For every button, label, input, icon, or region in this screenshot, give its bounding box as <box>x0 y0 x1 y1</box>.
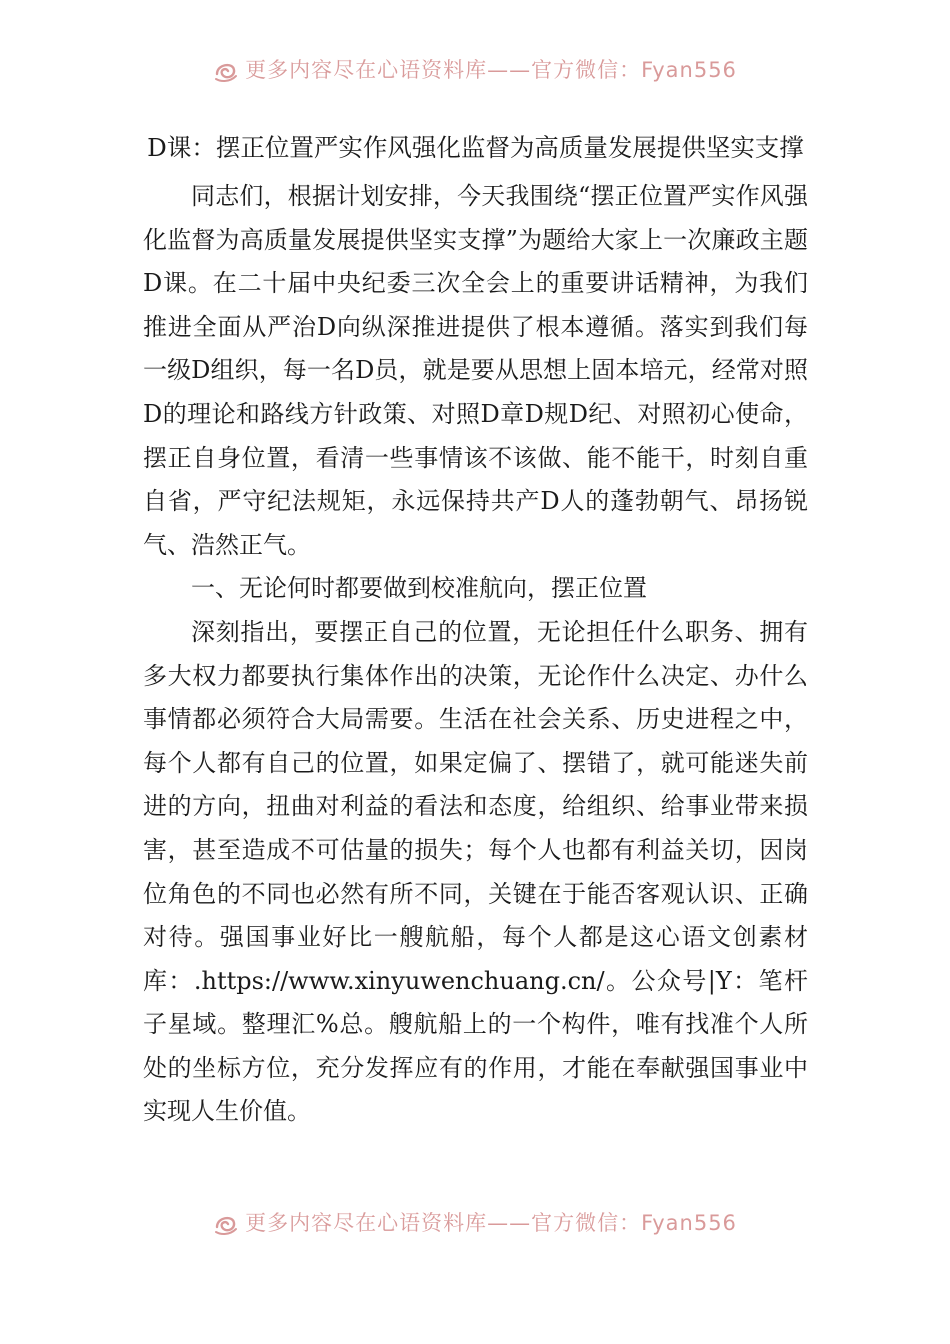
swirl-logo-icon <box>213 1211 239 1237</box>
document-body <box>143 128 808 1134</box>
watermark-text: 更多内容尽在心语资料库——官方微信：Fyan556 <box>245 1211 737 1235</box>
section-1-heading: 一、无论何时都要做到校准航向，摆正位置 <box>191 574 647 603</box>
footer-watermark <box>0 1208 950 1238</box>
watermark-text: 更多内容尽在心语资料库——官方微信：Fyan556 <box>245 58 737 82</box>
swirl-logo-icon <box>213 58 239 84</box>
intro-paragraph: 同志们，根据计划安排，今天我围绕“摆正位置严实作风强化监督为高质量发展提供坚实支撑”为题给大家上一次廉政主题D课。在二十届中央纪委三次全会上的重要讲话精神，为我们推进全面从严治D向纵深推进提供了根本遵循。落实到我们每一级D组织，每一名D员，就是要从思想上固本培元，经常对照D的理论和路线方针政策、对照D章D规D纪、对照初心使命，摆正自身位置，看清一些事情该不该做、能不能干，时刻自重自省，严守纪法规矩，永远保持共产D人的蓬勃朝气、昂扬锐气、浩然正气。 <box>143 182 808 559</box>
section-1-paragraph: 深刻指出，要摆正自己的位置，无论担任什么职务、拥有多大权力都要执行集体作出的决策，无论作什么决定、办什么事情都必须符合大局需要。生活在社会关系、历史进程之中，每个人都有自己的位置，如果定偏了、摆错了，就可能迷失前进的方向，扭曲对利益的看法和态度，给组织、给事业带来损害，甚至造成不可估量的损失；每个人也都有利益关切，因岗位角色的不同也必然有所不同，关键在于能否客观认识、正确对待。强国事业好比一艘航船，每个人都是这心语文创素材库：.https://www.xinyuwenchuang.cn/。公众号|Y：笔杆子星域。整理汇%总。艘航船上的一个构件，唯有找准个人所处的坐标方位，充分发挥应有的作用，才能在奉献强国事业中实现人生价值。 <box>143 617 808 1126</box>
header-watermark <box>0 55 950 85</box>
document-title: D课：摆正位置严实作风强化监督为高质量发展提供坚实支撑 <box>147 133 804 162</box>
